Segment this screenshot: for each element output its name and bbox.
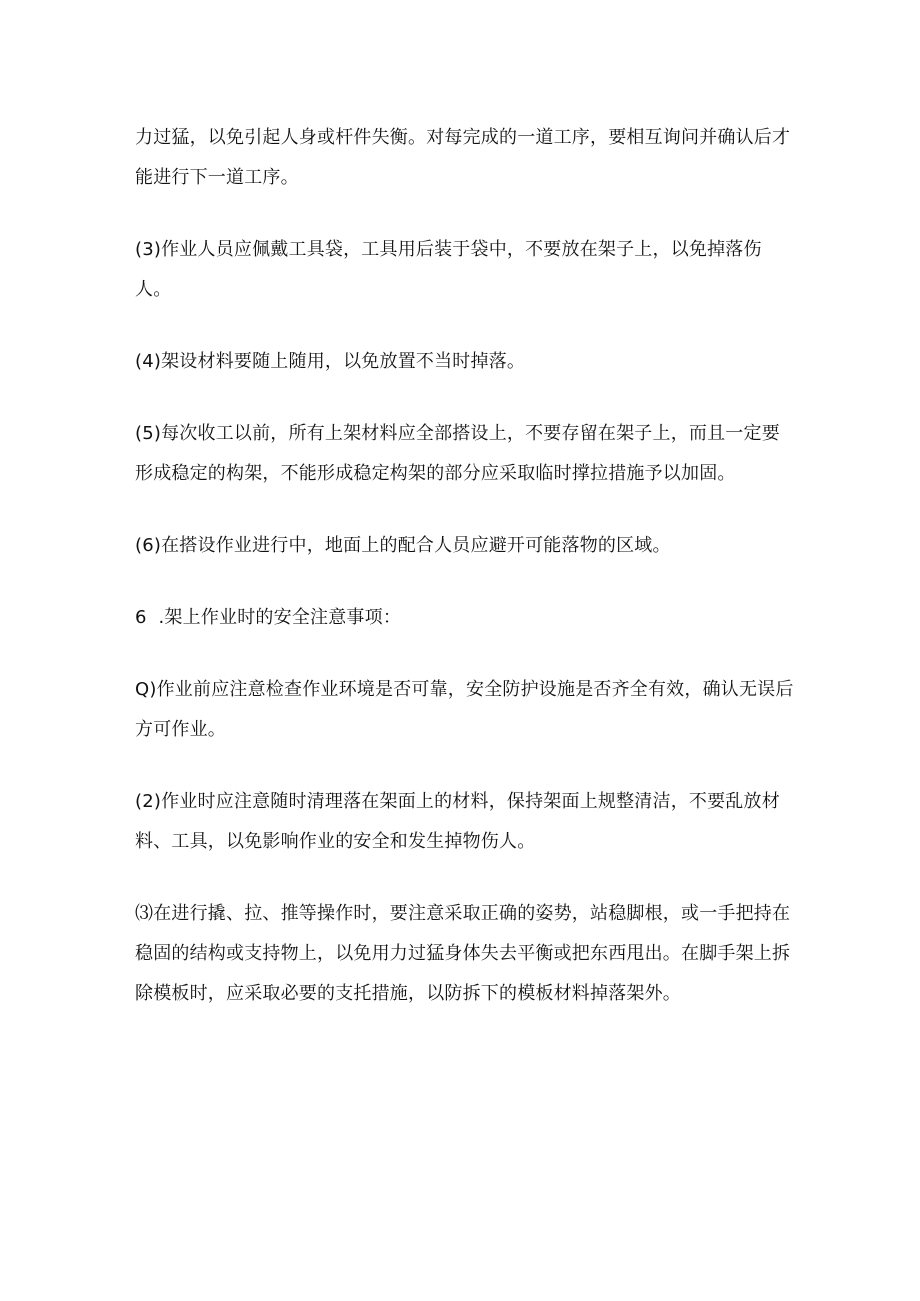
paragraph-8: (2)作业时应注意随时清理落在架面上的材料，保持架面上规整清洁，不要乱放材料、工具，以免影响作业的安全和发生掉物伤人。 xyxy=(135,791,780,852)
paragraph-3: (4)架设材料要随上随用，以免放置不当时掉落。 xyxy=(135,351,526,372)
document-body xyxy=(135,118,795,1014)
paragraph-9: ⑶在进行撬、拉、推等操作时，要注意采取正确的姿势，站稳脚根，或一手把持在稳固的结构或支持物上，以免用力过猛身体失去平衡或把东西甩出。在脚手架上拆除模板时，应采取必要的支托措施，以防拆下的模板材料掉落架外。 xyxy=(135,903,791,1004)
paragraph-1: 力过猛，以免引起人身或杆件失衡。对每完成的一道工序，要相互询问并确认后才能进行下一道工序。 xyxy=(135,127,791,188)
paragraph-4: (5)每次收工以前，所有上架材料应全部搭设上，不要存留在架子上，而且一定要形成稳定的构架，不能形成稳定构架的部分应采取临时撑拉措施予以加固。 xyxy=(135,423,780,484)
paragraph-5: (6)在搭设作业进行中，地面上的配合人员应避开可能落物的区域。 xyxy=(135,535,671,556)
paragraph-2: (3)作业人员应佩戴工具袋，工具用后装于袋中，不要放在架子上，以免掉落伤人。 xyxy=(135,239,762,300)
paragraph-7: Q)作业前应注意检查作业环境是否可靠，安全防护设施是否齐全有效，确认无误后方可作业。 xyxy=(135,679,794,740)
section-heading-6: 6 .架上作业时的安全注意事项： xyxy=(135,607,402,628)
